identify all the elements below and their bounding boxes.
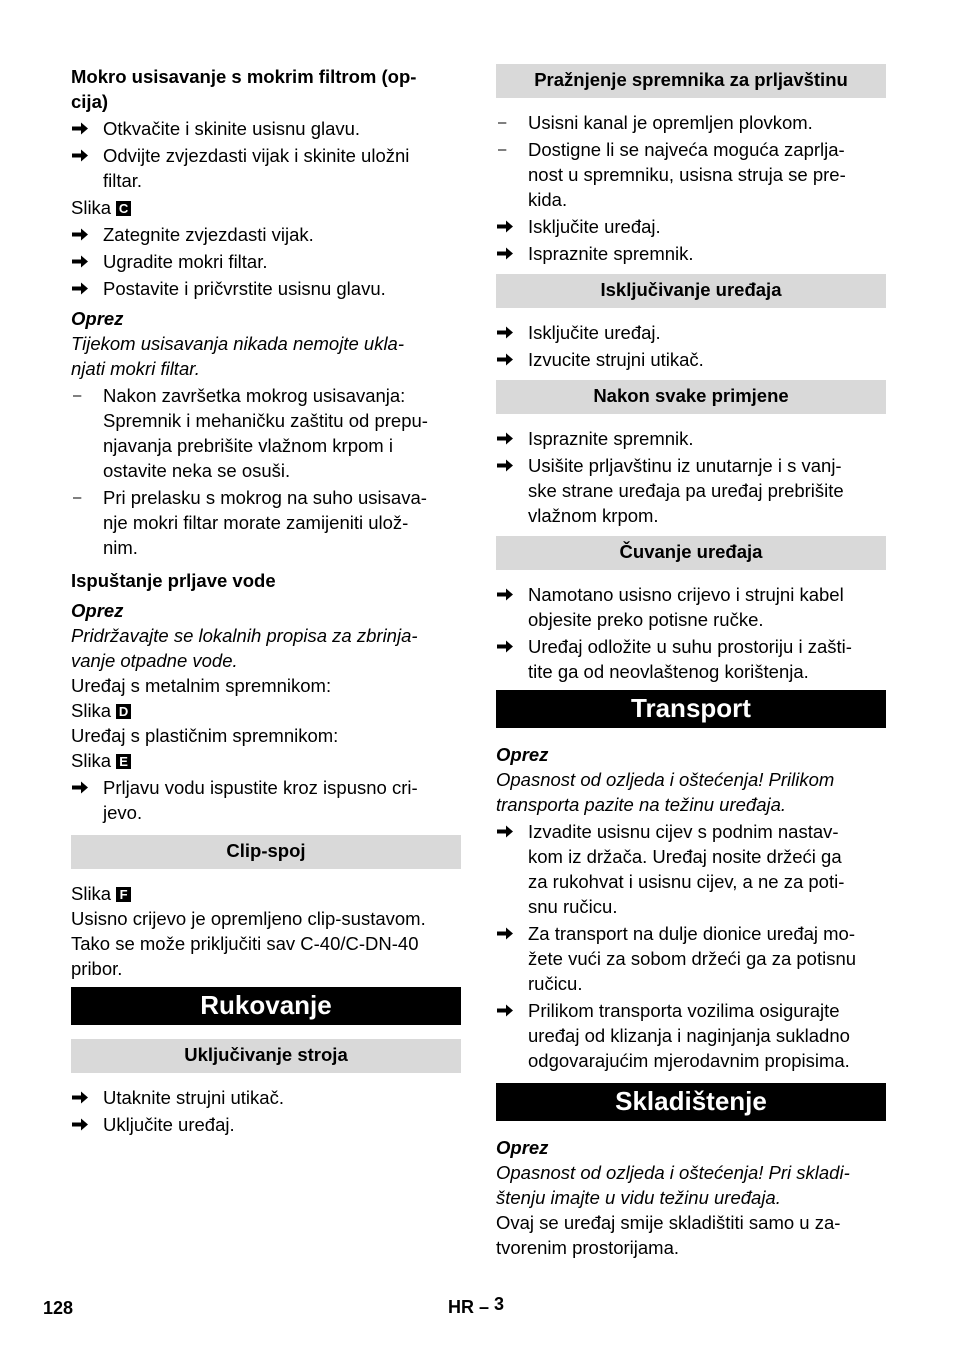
text-line: Izvucite strujni utikač.	[528, 349, 704, 370]
text-line: Otkvačite i skinite usisnu glavu.	[103, 118, 361, 139]
step-item	[496, 819, 886, 919]
text-line: za rukohvat i usisnu cijev, a ne za poti-	[528, 871, 845, 892]
step-item	[496, 241, 886, 266]
text-line: Odvijte zvjezdasti vijak i skinite uložni	[103, 145, 410, 166]
step-item	[496, 453, 886, 528]
text-line: uređaj od klizanja i naginjanja sukladno	[528, 1025, 850, 1046]
step-item	[71, 1085, 461, 1110]
empty-dash-list	[496, 110, 886, 212]
text-line: snu ručicu.	[528, 896, 618, 917]
caution-label: Oprez	[71, 600, 124, 621]
arrow-right-icon	[71, 227, 89, 242]
item-text	[103, 485, 461, 560]
item-text	[103, 116, 461, 141]
item-text	[103, 143, 461, 193]
item-text	[103, 1085, 461, 1110]
arrow-right-icon	[71, 1117, 89, 1132]
text-line: Namotano usisno crijevo i strujni kabel	[528, 584, 844, 605]
item-text	[528, 453, 886, 528]
ukljucivanje-heading: Uključivanje stroja	[71, 1039, 461, 1073]
item-text	[528, 634, 886, 684]
metal-tank-text: Uređaj s metalnim spremnikom:	[71, 675, 332, 696]
plastic-tank-text: Uređaj s plastičnim spremnikom:	[71, 725, 339, 746]
off-steps-list	[496, 320, 886, 372]
text-line: vlažnom krpom.	[528, 505, 659, 526]
arrow-marker	[496, 214, 520, 234]
dash-item	[496, 137, 886, 212]
text-line: Usisno crijevo je opremljeno clip-sustavom.	[71, 908, 426, 929]
arrow-marker	[71, 276, 95, 296]
arrow-right-icon	[496, 458, 514, 473]
arrow-right-icon	[496, 219, 514, 234]
arrow-right-icon	[496, 352, 514, 367]
text-line: Tijekom usisavanja nikada nemojte ukla-	[71, 333, 404, 354]
caution-text	[71, 331, 461, 381]
arrow-marker	[496, 819, 520, 839]
arrow-right-icon	[496, 639, 514, 654]
step-item	[496, 634, 886, 684]
text-line: Ugradite mokri filtar.	[103, 251, 268, 272]
item-text	[103, 276, 461, 301]
item-text	[528, 320, 886, 345]
arrow-marker	[496, 426, 520, 446]
text-line: Zategnite zvjezdasti vijak.	[103, 224, 314, 245]
transport-steps-list	[496, 819, 886, 1073]
text-line: Isključite uređaj.	[528, 322, 661, 343]
arrow-right-icon	[71, 281, 89, 296]
storage-steps-list	[496, 582, 886, 684]
step-item	[71, 276, 461, 301]
figure-badge-c: C	[116, 201, 131, 216]
text-line: odgovarajućim mjerodavnim propisima.	[528, 1050, 850, 1071]
text-line: kom iz držača. Uređaj nosite držeći ga	[528, 846, 842, 867]
step-item	[71, 116, 461, 141]
left-column	[71, 64, 461, 1139]
arrow-marker	[496, 453, 520, 473]
text-line: Pridržavajte se lokalnih propisa za zbrinja-	[71, 625, 418, 646]
arrow-right-icon	[71, 254, 89, 269]
step-item	[71, 222, 461, 247]
step-item	[496, 320, 886, 345]
arrow-right-icon	[71, 780, 89, 795]
text-line: Uključite uređaj.	[103, 1114, 235, 1135]
wet-steps2-list	[71, 222, 461, 301]
page-number: 128	[43, 1298, 74, 1318]
step-item	[71, 143, 461, 193]
item-text	[528, 214, 886, 239]
text-line: Postavite i pričvrstite usisnu glavu.	[103, 278, 386, 299]
arrow-marker	[496, 347, 520, 367]
text-line: štenju imajte u vidu težinu uređaja.	[496, 1187, 781, 1208]
caution-text	[71, 623, 461, 673]
item-text	[103, 222, 461, 247]
item-text	[528, 582, 886, 632]
text-line: Ispraznite spremnik.	[528, 428, 694, 449]
item-text	[528, 998, 886, 1073]
text-line: Opasnost od ozljeda i oštećenja! Prilikom	[496, 769, 835, 790]
arrow-right-icon	[496, 431, 514, 446]
text-line: nim.	[103, 537, 138, 558]
dash-marker: –	[73, 489, 82, 506]
item-text	[528, 819, 886, 919]
step-item	[71, 249, 461, 274]
text-line: Usisni kanal je opremljen plovkom.	[528, 112, 813, 133]
dash-marker: –	[73, 387, 82, 404]
step-item	[71, 1112, 461, 1137]
arrow-right-icon	[496, 587, 514, 602]
text-line: njati mokri filtar.	[71, 358, 200, 379]
dash-marker: –	[498, 114, 507, 131]
text-line: Tako se može priključiti sav C-40/C-DN-40	[71, 933, 419, 954]
text-line: žete vući za sobom držeći ga za potisnu	[528, 948, 857, 969]
arrow-right-icon	[496, 325, 514, 340]
storage-care-heading: Čuvanje uređaja	[496, 536, 886, 570]
text-line: Pri prelasku s mokrog na suho usisava-	[103, 487, 427, 508]
arrow-marker	[71, 222, 95, 242]
text-line: ostavite neka se osuši.	[103, 460, 291, 481]
empty-tank-heading: Pražnjenje spremnika za prljavštinu	[496, 64, 886, 98]
arrow-marker	[71, 1085, 95, 1105]
text-line: Spremnik i mehaničku zaštitu od prepu-	[103, 410, 428, 431]
clip-section-heading: Clip-spoj	[71, 835, 461, 869]
item-text	[103, 775, 461, 825]
dash-item	[71, 485, 461, 560]
figure-badge-e: E	[116, 754, 131, 769]
figure-ref-d: Slika D	[71, 698, 461, 723]
on-steps-list	[71, 1085, 461, 1137]
arrow-marker	[71, 775, 95, 795]
text-line: Dostigne li se najveća moguća zaprlja-	[528, 139, 845, 160]
text-line: filtar.	[103, 170, 143, 191]
text-line: Nakon završetka mokrog usisavanja:	[103, 385, 406, 406]
arrow-marker	[496, 320, 520, 340]
storage-text	[496, 1210, 886, 1260]
item-text	[528, 137, 886, 212]
arrow-right-icon	[71, 1090, 89, 1105]
item-text	[528, 241, 886, 266]
step-item	[496, 998, 886, 1073]
arrow-right-icon	[496, 246, 514, 261]
caution-text	[496, 767, 886, 817]
arrow-right-icon	[71, 121, 89, 136]
text-line: Izvadite usisnu cijev s podnim nastav-	[528, 821, 839, 842]
text-line: Opasnost od ozljeda i oštećenja! Pri skladi-	[496, 1162, 850, 1183]
text-line: ručicu.	[528, 973, 583, 994]
empty-steps-list	[496, 214, 886, 266]
rukovanje-heading: Rukovanje	[71, 987, 461, 1025]
text-line: kida.	[528, 189, 568, 210]
caution-label: Oprez	[496, 744, 549, 765]
figure-ref-c: Slika C	[71, 195, 461, 220]
arrow-marker	[496, 582, 520, 602]
text-line: Uređaj odložite u suhu prostoriju i zašti-	[528, 636, 852, 657]
arrow-marker	[71, 143, 95, 163]
caution-text	[496, 1160, 886, 1210]
text-line: jevo.	[103, 802, 143, 823]
text-line: Ovaj se uređaj smije skladištiti samo u za-	[496, 1212, 841, 1233]
figure-badge-f: F	[116, 887, 131, 902]
text-line: njavanja prebrišite vlažnom krpom i	[103, 435, 393, 456]
item-text	[103, 383, 461, 483]
text-line: Utaknite strujni utikač.	[103, 1087, 284, 1108]
text-line: Isključite uređaj.	[528, 216, 661, 237]
right-column	[496, 64, 886, 1260]
item-text	[528, 110, 886, 135]
text-line: Za transport na dulje dionice uređaj mo-	[528, 923, 856, 944]
skladistenje-heading: Skladištenje	[496, 1083, 886, 1121]
text-line: vanje otpadne vode.	[71, 650, 238, 671]
figure-badge-d: D	[116, 704, 131, 719]
text-line: nost u spremniku, usisna struja se pre-	[528, 164, 846, 185]
text-line: Usišite prljavštinu iz unutarnje i s vanj-	[528, 455, 842, 476]
item-text	[528, 347, 886, 372]
arrow-marker	[71, 1112, 95, 1132]
step-item	[496, 921, 886, 996]
dash-marker: –	[498, 141, 507, 158]
caution-label: Oprez	[71, 308, 124, 329]
arrow-marker	[496, 921, 520, 941]
wet-dash-list	[71, 383, 461, 560]
arrow-right-icon	[496, 926, 514, 941]
arrow-marker	[496, 634, 520, 654]
arrow-right-icon	[496, 1003, 514, 1018]
clip-text	[71, 906, 461, 981]
after-steps-list	[496, 426, 886, 528]
step-item	[496, 426, 886, 451]
text-line: nje mokri filtar morate zamijeniti ulož-	[103, 512, 409, 533]
figure-ref-f: Slika F	[71, 881, 461, 906]
arrow-marker	[71, 116, 95, 136]
after-use-heading: Nakon svake primjene	[496, 380, 886, 414]
wet-vacuum-heading: Mokro usisavanje s mokrim filtrom (op- cija)	[71, 66, 417, 112]
wet-steps-list	[71, 116, 461, 193]
arrow-marker	[71, 249, 95, 269]
item-text	[528, 921, 886, 996]
text-line: tite ga od neovlaštenog korištenja.	[528, 661, 809, 682]
figure-ref-e: Slika E	[71, 748, 461, 773]
text-line: objesite preko potisne ručke.	[528, 609, 764, 630]
arrow-right-icon	[496, 824, 514, 839]
off-heading: Isključivanje uređaja	[496, 274, 886, 308]
text-line: pribor.	[71, 958, 123, 979]
item-text	[103, 249, 461, 274]
text-line: Prilikom transporta vozilima osigurajte	[528, 1000, 840, 1021]
item-text	[528, 426, 886, 451]
dash-item	[71, 383, 461, 483]
arrow-marker	[496, 241, 520, 261]
text-line: Ispraznite spremnik.	[528, 243, 694, 264]
text-line: ske strane uređaja pa uređaj prebrišite	[528, 480, 844, 501]
step-item	[71, 775, 461, 825]
step-item	[496, 214, 886, 239]
text-line: transporta pazite na težinu uređaja.	[496, 794, 787, 815]
transport-heading: Transport	[496, 690, 886, 728]
step-item	[496, 347, 886, 372]
arrow-right-icon	[71, 148, 89, 163]
footer-section: HR – 3	[448, 1294, 505, 1317]
drain-heading: Ispuštanje prljave vode	[71, 570, 276, 591]
step-item	[496, 582, 886, 632]
dash-item	[496, 110, 886, 135]
caution-label: Oprez	[496, 1137, 549, 1158]
text-line: Prljavu vodu ispustite kroz ispusno cri-	[103, 777, 418, 798]
item-text	[103, 1112, 461, 1137]
text-line: tvorenim prostorijama.	[496, 1237, 680, 1258]
arrow-marker	[496, 998, 520, 1018]
drain-steps-list	[71, 775, 461, 825]
